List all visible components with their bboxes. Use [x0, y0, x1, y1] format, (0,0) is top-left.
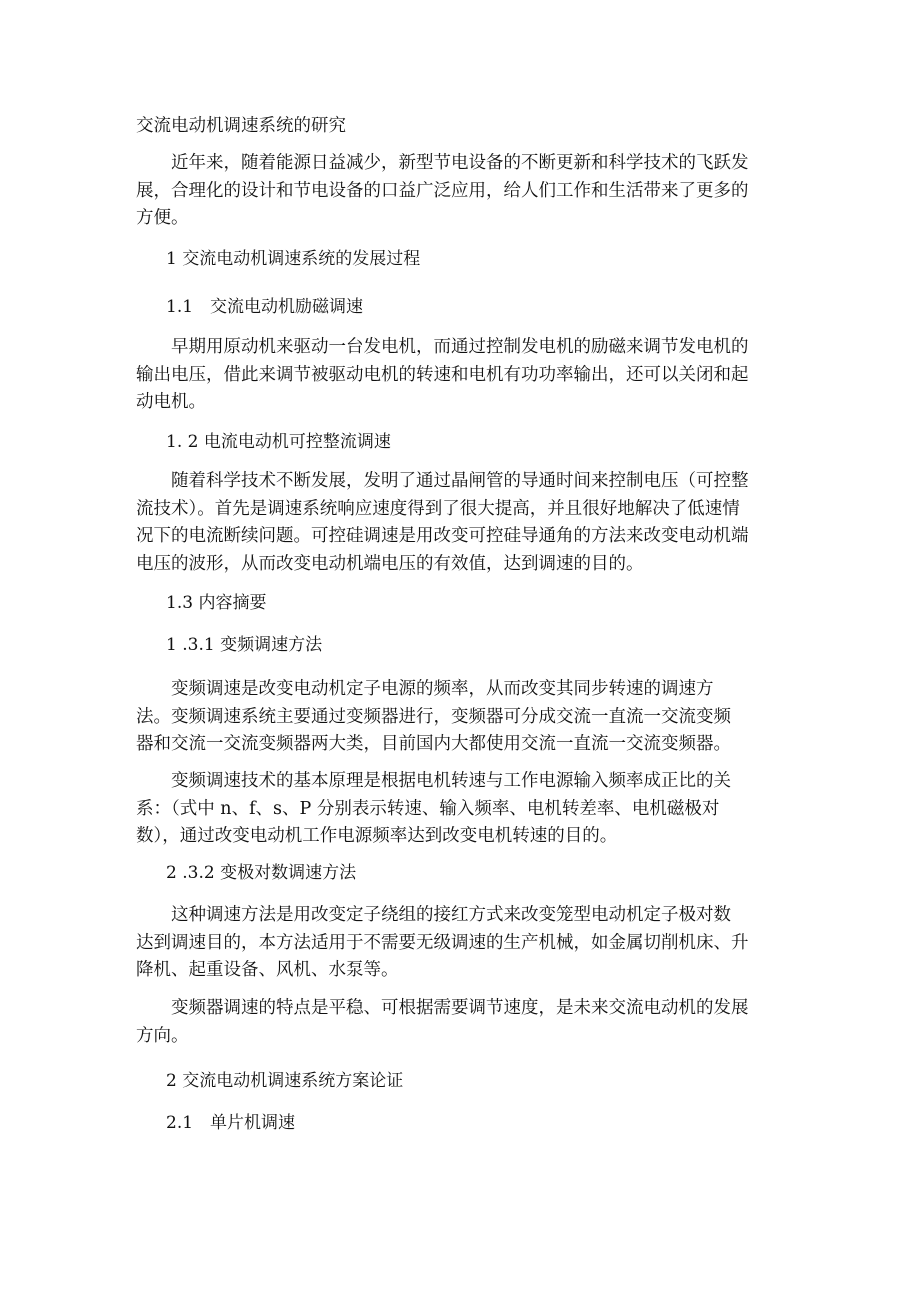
text-line: 降机、起重设备、风机、水泵等。 — [136, 960, 399, 980]
text-line: 输出电压，借此来调节被驱动电机的转速和电机有功功率输出，还可以关闭和起 — [136, 364, 749, 385]
text-line: 随着科学技术不断发展，发明了通过晶闸管的导通时间来控制电压（可控整 — [171, 471, 749, 491]
section-heading-1-3-1: 1 .3.1 变频调速方法 — [166, 635, 323, 655]
text-line: 器和交流一交流变频器两大类，目前国内大都使用交流一直流一交流变频器。 — [136, 734, 731, 754]
paragraph-1-3-2b — [136, 995, 782, 1050]
text-line: 变频调速技术的基本原理是根据电机转速与工作电源输入频率成正比的关 — [171, 771, 731, 791]
text-line: 法。变频调速系统主要通过变频器进行，变频器可分成交流一直流一交流变频 — [136, 706, 731, 727]
text-line: 况下的电流断续问题。可控硅调速是用改变可控硅导通角的方法来改变电动机端 — [136, 526, 749, 546]
intro-paragraph — [136, 150, 782, 233]
paragraph-1-2 — [136, 468, 782, 578]
text-line: 方向。 — [136, 1025, 189, 1046]
section-heading-1-3-2: 2 .3.2 变极对数调速方法 — [166, 863, 357, 883]
text-line: 方便。 — [136, 208, 189, 228]
text-line: 变频器调速的特点是平稳、可根据需要调节速度，是未来交流电动机的发展 — [171, 998, 749, 1018]
paragraph-1-3-1a — [136, 676, 782, 759]
text-line: 早期用原动机来驱动一台发电机，而通过控制发电机的励磁来调节发电机的 — [171, 337, 749, 357]
text-line: 近年来，随着能源日益减少，新型节电设备的不断更新和科学技术的飞跃发 — [171, 153, 749, 173]
paragraph-1-3-1b — [136, 768, 782, 851]
text-line: 变频调速是改变电动机定子电源的频率，从而改变其同步转速的调速方 — [171, 679, 714, 699]
text-line: 这种调速方法是用改变定子绕组的接红方式来改变笼型电动机定子极对数 — [171, 905, 731, 925]
section-heading-1-3: 1.3 内容摘要 — [166, 593, 267, 613]
section-heading-1: 1 交流电动机调速系统的发展过程 — [166, 249, 421, 269]
paragraph-1-1 — [136, 334, 782, 417]
text-line: 数），通过改变电动机工作电源频率达到改变电机转速的目的。 — [136, 826, 618, 846]
paragraph-1-3-2a — [136, 902, 782, 985]
text-line: 展，合理化的设计和节电设备的口益广泛应用，给人们工作和生活带来了更多的 — [136, 180, 749, 201]
section-heading-2: 2 交流电动机调速系统方案论证 — [166, 1071, 404, 1091]
text-line: 达到调速目的，本方法适用于不需要无级调速的生产机械，如金属切削机床、升 — [136, 932, 749, 953]
text-line: 系：（式中 n、f、s、P 分别表示转速、输入频率、电机转差率、电机磁极对 — [136, 798, 720, 819]
text-line: 动电机。 — [136, 392, 206, 412]
text-line: 流技术）。首先是调速系统响应速度得到了很大提高，并且很好地解决了低速情 — [136, 498, 740, 519]
section-heading-1-1: 1.1 交流电动机励磁调速 — [166, 297, 364, 317]
section-heading-2-1: 2.1 单片机调速 — [166, 1113, 296, 1133]
document-title: 交流电动机调速系统的研究 — [136, 116, 346, 136]
section-heading-1-2: 1. 2 电流电动机可控整流调速 — [166, 432, 391, 452]
text-line: 电压的波形，从而改变电动机端电压的有效值，达到调速的目的。 — [136, 553, 644, 574]
